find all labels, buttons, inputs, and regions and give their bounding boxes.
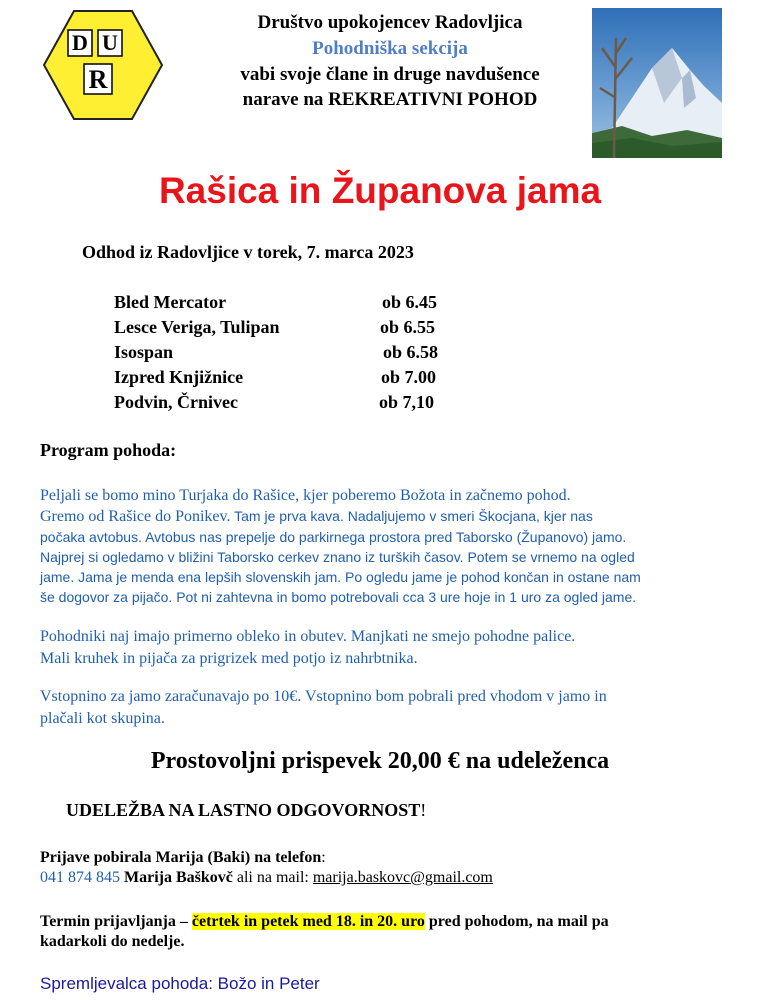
equipment-line-1: Pohodniki naj imajo primerno obleko in obutev. Manjkati ne smejo pohodne palice. <box>40 628 576 645</box>
page-title: Rašica in Županova jama <box>158 170 602 211</box>
schedule-place-4: Izpred Knjižnice <box>114 367 244 387</box>
schedule-place-5: Podvin, Črnivec <box>114 392 238 412</box>
registration-line-1 <box>40 848 740 868</box>
term-line-1 <box>40 912 740 932</box>
program-line-2b: Tam je prva kava. Nadaljujemo v smeri Škocjana, kjer nas <box>230 508 593 524</box>
term-label: Termin prijavljanja – <box>40 913 192 930</box>
term-after: pred pohodom, na mail pa <box>424 913 609 930</box>
program-line-6: še dogovor za pijačo. Pot ni zahtevna in bomo potrebovali cca 3 ure hoje in 1 uro za ogled jame. <box>40 589 637 605</box>
equipment-text <box>40 626 730 670</box>
entry-text <box>40 686 730 730</box>
contribution-text: Prostovoljni prispevek 20,00 € na udeleženca <box>150 748 610 774</box>
registration-block <box>40 848 740 888</box>
responsibility-mark: ! <box>420 800 427 820</box>
program-line-3: počaka avtobus. Avtobus nas prepelje do parkirnega prostora pred Taborsko (Županovo) jamo. <box>40 529 627 545</box>
program-line-4: Najprej si ogledamo v bližini Taborsko cerkev znano iz turških časov. Potem se vrnemo na ogled <box>40 549 635 565</box>
section-name: Pohodniška sekcija <box>312 38 468 59</box>
schedule-time-2: ob 6.55 <box>380 317 436 337</box>
term-block <box>40 912 740 952</box>
contact-name: Marija Baškovč <box>124 869 233 886</box>
mountain-photo <box>592 8 722 158</box>
program-heading: Program pohoda: <box>40 440 177 460</box>
program-text <box>40 486 730 607</box>
logo-letter-d: D <box>72 30 88 55</box>
program-line-5: jame. Jama je menda ena lepših slovenskih jam. Po ogledu jame je pohod končan in ostane nam <box>40 569 641 585</box>
schedule-time-5: ob 7,10 <box>379 392 435 412</box>
phone-number[interactable]: 041 874 845 <box>40 869 120 886</box>
term-highlight: četrtek in petek med 18. in 20. uro <box>191 913 425 930</box>
schedule-place-3: Isospan <box>114 342 174 362</box>
org-name: Društvo upokojencev Radovljica <box>257 12 523 33</box>
dur-logo <box>40 8 166 122</box>
program-line-2 <box>40 506 730 527</box>
schedule-time-1: ob 6.45 <box>382 292 438 312</box>
responsibility-notice <box>66 800 426 821</box>
equipment-line-2: Mali kruhek in pijača za prigrizek med potjo iz nahrbtnika. <box>40 650 418 667</box>
invite-line-2: narave na REKREATIVNI POHOD <box>242 89 538 110</box>
responsibility-text: UDELEŽBA NA LASTNO ODGOVORNOST <box>66 800 421 820</box>
invite-line-1: vabi svoje člane in druge navdušence <box>240 64 540 85</box>
program-line-1: Peljali se bomo mino Turjaka do Rašice, kjer poberemo Božota in začnemo pohod. <box>40 487 571 504</box>
registration-line-2 <box>40 868 740 888</box>
registration-colon: : <box>321 849 326 866</box>
entry-line-1: Vstopnino za jamo zaračunavajo po 10€. Vstopnino bom pobrali pred vhodom v jamo in <box>40 688 607 705</box>
schedule-place-1: Bled Mercator <box>114 292 227 312</box>
departure-info: Odhod iz Radovljice v torek, 7. marca 2023 <box>82 242 414 262</box>
guides-text: Spremljevalca pohoda: Božo in Peter <box>40 974 320 993</box>
term-line-2: kadarkoli do nedelje. <box>40 933 185 950</box>
schedule-time-3: ob 6.58 <box>383 342 439 362</box>
entry-line-2: plačali kot skupina. <box>40 710 165 727</box>
email-link[interactable]: marija.baskovc@gmail.com <box>312 869 493 886</box>
program-line-2a: Gremo od Rašice do Ponikev. <box>40 508 231 525</box>
registration-label: Prijave pobirala Marija (Baki) na telefon <box>40 849 322 866</box>
schedule-place-2: Lesce Veriga, Tulipan <box>114 317 280 337</box>
logo-letter-r: R <box>88 65 108 94</box>
mail-text: ali na mail: <box>232 869 313 886</box>
logo-letter-u: U <box>102 30 118 55</box>
schedule-time-4: ob 7.00 <box>381 367 437 387</box>
